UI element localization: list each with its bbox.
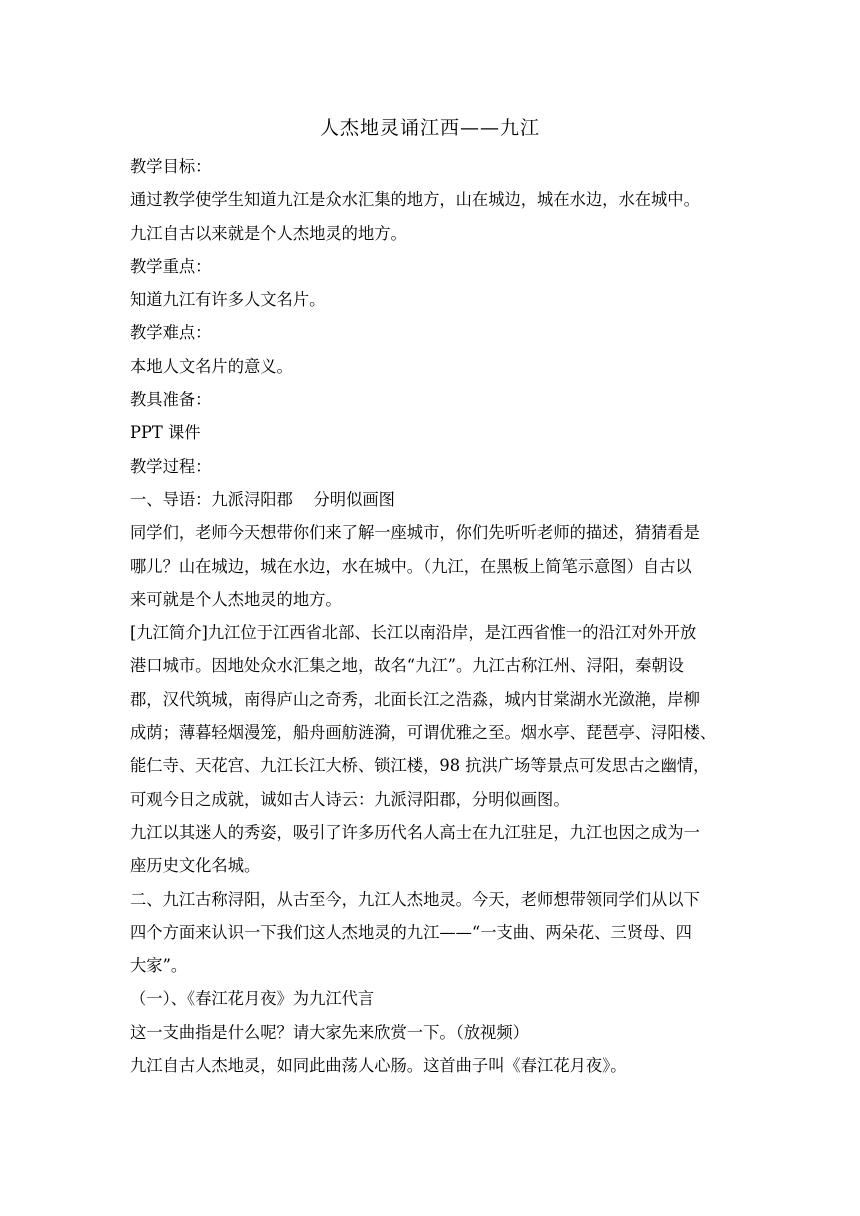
text-line: 大家”。	[130, 956, 188, 976]
text-line: 九江以其迷人的秀姿，吸引了许多历代名人高士在九江驻足，九江也因之成为一	[130, 822, 700, 842]
text-line: （一）、《春江花月夜》为九江代言	[130, 989, 375, 1009]
text-line: 郡，汉代筑城，南得庐山之奇秀，北面长江之浩淼，城内甘棠湖水光潋滟，岸柳	[130, 689, 700, 709]
text-line: 这一支曲指是什么呢？请大家先来欣赏一下。（放视频）	[130, 1022, 529, 1042]
text-line: 能仁寺、天花宫、九江长江大桥、锁江楼，98 抗洪广场等景点可发思古之幽情，	[130, 756, 710, 776]
text-line: 四个方面来认识一下我们这人杰地灵的九江——“一支曲、两朵花、三贤母、四	[130, 922, 692, 942]
text-line: 成荫；薄暮轻烟漫笼，船舟画舫涟漪，可谓优雅之至。烟水亭、琵琶亭、浔阳楼、	[130, 723, 717, 743]
text-line: 教学目标：	[130, 157, 212, 176]
text-line: 知道九江有许多人文名片。	[130, 290, 326, 310]
text-line: 一、导语：九派浔阳郡 分明似画图	[130, 489, 395, 509]
text-line: 港口城市。因地处众水汇集之地，故名“九江”。九江古称江州、浔阳，秦朝设	[130, 656, 684, 676]
text-line: [九江简介]九江位于江西省北部、长江以南沿岸，是江西省惟一的沿江对外开放	[130, 623, 697, 643]
text-line: 本地人文名片的意义。	[130, 356, 293, 376]
document-title: 人杰地灵诵江西——九江	[319, 117, 540, 139]
text-line: 同学们，老师今天想带你们来了解一座城市，你们先听听老师的描述，猜猜看是	[130, 523, 700, 543]
text-line: 通过教学使学生知道九江是众水汇集的地方，山在城边，城在水边，水在城中。	[130, 190, 700, 210]
text-line: 教学过程：	[130, 456, 212, 476]
text-line: 可观今日之成就，诚如古人诗云：九派浔阳郡，分明似画图。	[130, 789, 570, 809]
text-line: 教学难点：	[130, 323, 212, 343]
text-line: 二、九江古称浔阳，从古至今，九江人杰地灵。今天，老师想带领同学们从以下	[130, 889, 700, 909]
text-line: 座历史文化名城。	[130, 856, 261, 876]
document-body	[130, 150, 730, 1082]
text-line: 哪儿？山在城边，城在水边，水在城中。（九江，在黑板上简笔示意图）自古以	[130, 556, 692, 576]
text-line: 九江自古以来就是个人杰地灵的地方。	[130, 223, 407, 243]
text-line: 教学重点：	[130, 256, 212, 276]
text-line: 来可就是个人杰地灵的地方。	[130, 589, 342, 609]
text-line: 九江自古人杰地灵，如同此曲荡人心肠。这首曲子叫《春江花月夜》。	[130, 1056, 627, 1076]
text-line: 教具准备：	[130, 390, 212, 410]
text-line: PPT 课件	[130, 423, 201, 443]
